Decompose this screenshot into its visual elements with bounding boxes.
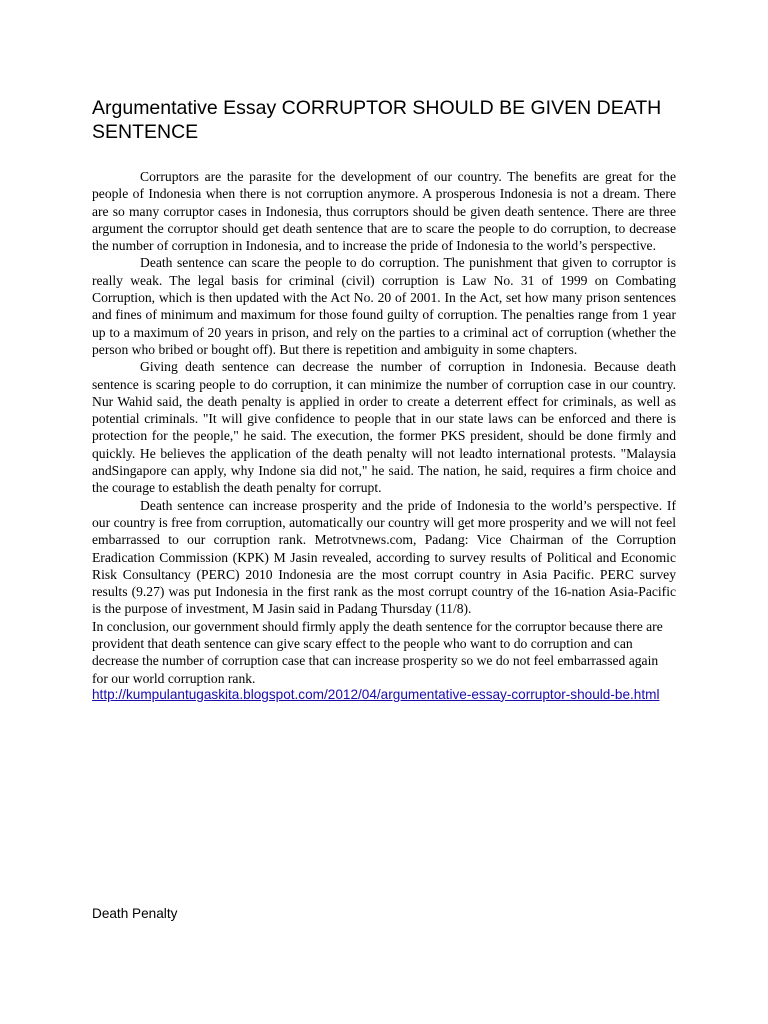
paragraph-argument-2: Giving death sentence can decrease the number of corruption in Indonesia. Because death sentence is scaring people to do corruption, it can minimize the number of corruption case in our country. Nur Wahid said, the death penalty is applied in order to create a deterrent effect for criminals, as well as potential criminals. "It will give confidence to people that in our state laws can be enforced and there is protection for the people," he said. The execution, the former PKS president, should be done firmly and quickly. He believes the application of the death penalty will not leadto international protests. "Malaysia andSingapore can apply, why Indone sia did not," he said. The nation, he said, requires a firm choice and the courage to establish the death penalty for corrupt. [92, 359, 676, 496]
essay-body [92, 168, 676, 687]
source-link[interactable]: http://kumpulantugaskita.blogspot.com/2012/04/argumentative-essay-corruptor-should-be.html [92, 686, 660, 702]
section-heading-death-penalty: Death Penalty [92, 906, 178, 921]
paragraph-conclusion: In conclusion, our government should firmly apply the death sentence for the corruptor because there are provident that death sentence can give scary effect to the people who want to do corruption and can decrease the number of corruption case that can increase prosperity so we do not feel embarrassed again for our world corruption rank. [92, 618, 663, 686]
document-title: Argumentative Essay CORRUPTOR SHOULD BE GIVEN DEATH SENTENCE [92, 97, 662, 143]
paragraph-intro: Corruptors are the parasite for the development of our country. The benefits are great for the people of Indonesia when there is not corruption anymore. A prosperous Indonesia is not a dream. There are so many corruptor cases in Indonesia, thus corruptors should be given death sentence. There are three argument the corruptor should get death sentence that are to scare the people to do corruption, to decrease the number of corruption in Indonesia, and to increase the pride of Indonesia to the world’s perspective. [92, 169, 676, 254]
paragraph-argument-3: Death sentence can increase prosperity and the pride of Indonesia to the world’s perspective. If our country is free from corruption, automatically our country will get more prosperity and we will not feel embarrassed to our corruption rank. Metrotvnews.com, Padang: Vice Chairman of the Corruption Eradication Commission (KPK) M Jasin revealed, according to survey results of Political and Economic Risk Consultancy (PERC) 2010 Indonesia are the most corrupt country in Asia Pacific. PERC survey results (9.27) was put Indonesia in the first rank as the most corrupt country of the 16-nation Asia-Pacific is the purpose of investment, M Jasin said in Padang Thursday (11/8). [92, 497, 676, 617]
paragraph-argument-1: Death sentence can scare the people to do corruption. The punishment that given to corruptor is really weak. The legal basis for criminal (civil) corruption is Law No. 31 of 1999 on Combating Corruption, which is then updated with the Act No. 20 of 2001. In the Act, set how many prison sentences and fines of minimum and maximum for those found guilty of corruption. The penalties range from 1 year up to a maximum of 20 years in prison, and rely on the parties to a criminal act of corruption (whether the person who bribed or bought off). But there is repetition and ambiguity in some chapters. [92, 255, 676, 357]
